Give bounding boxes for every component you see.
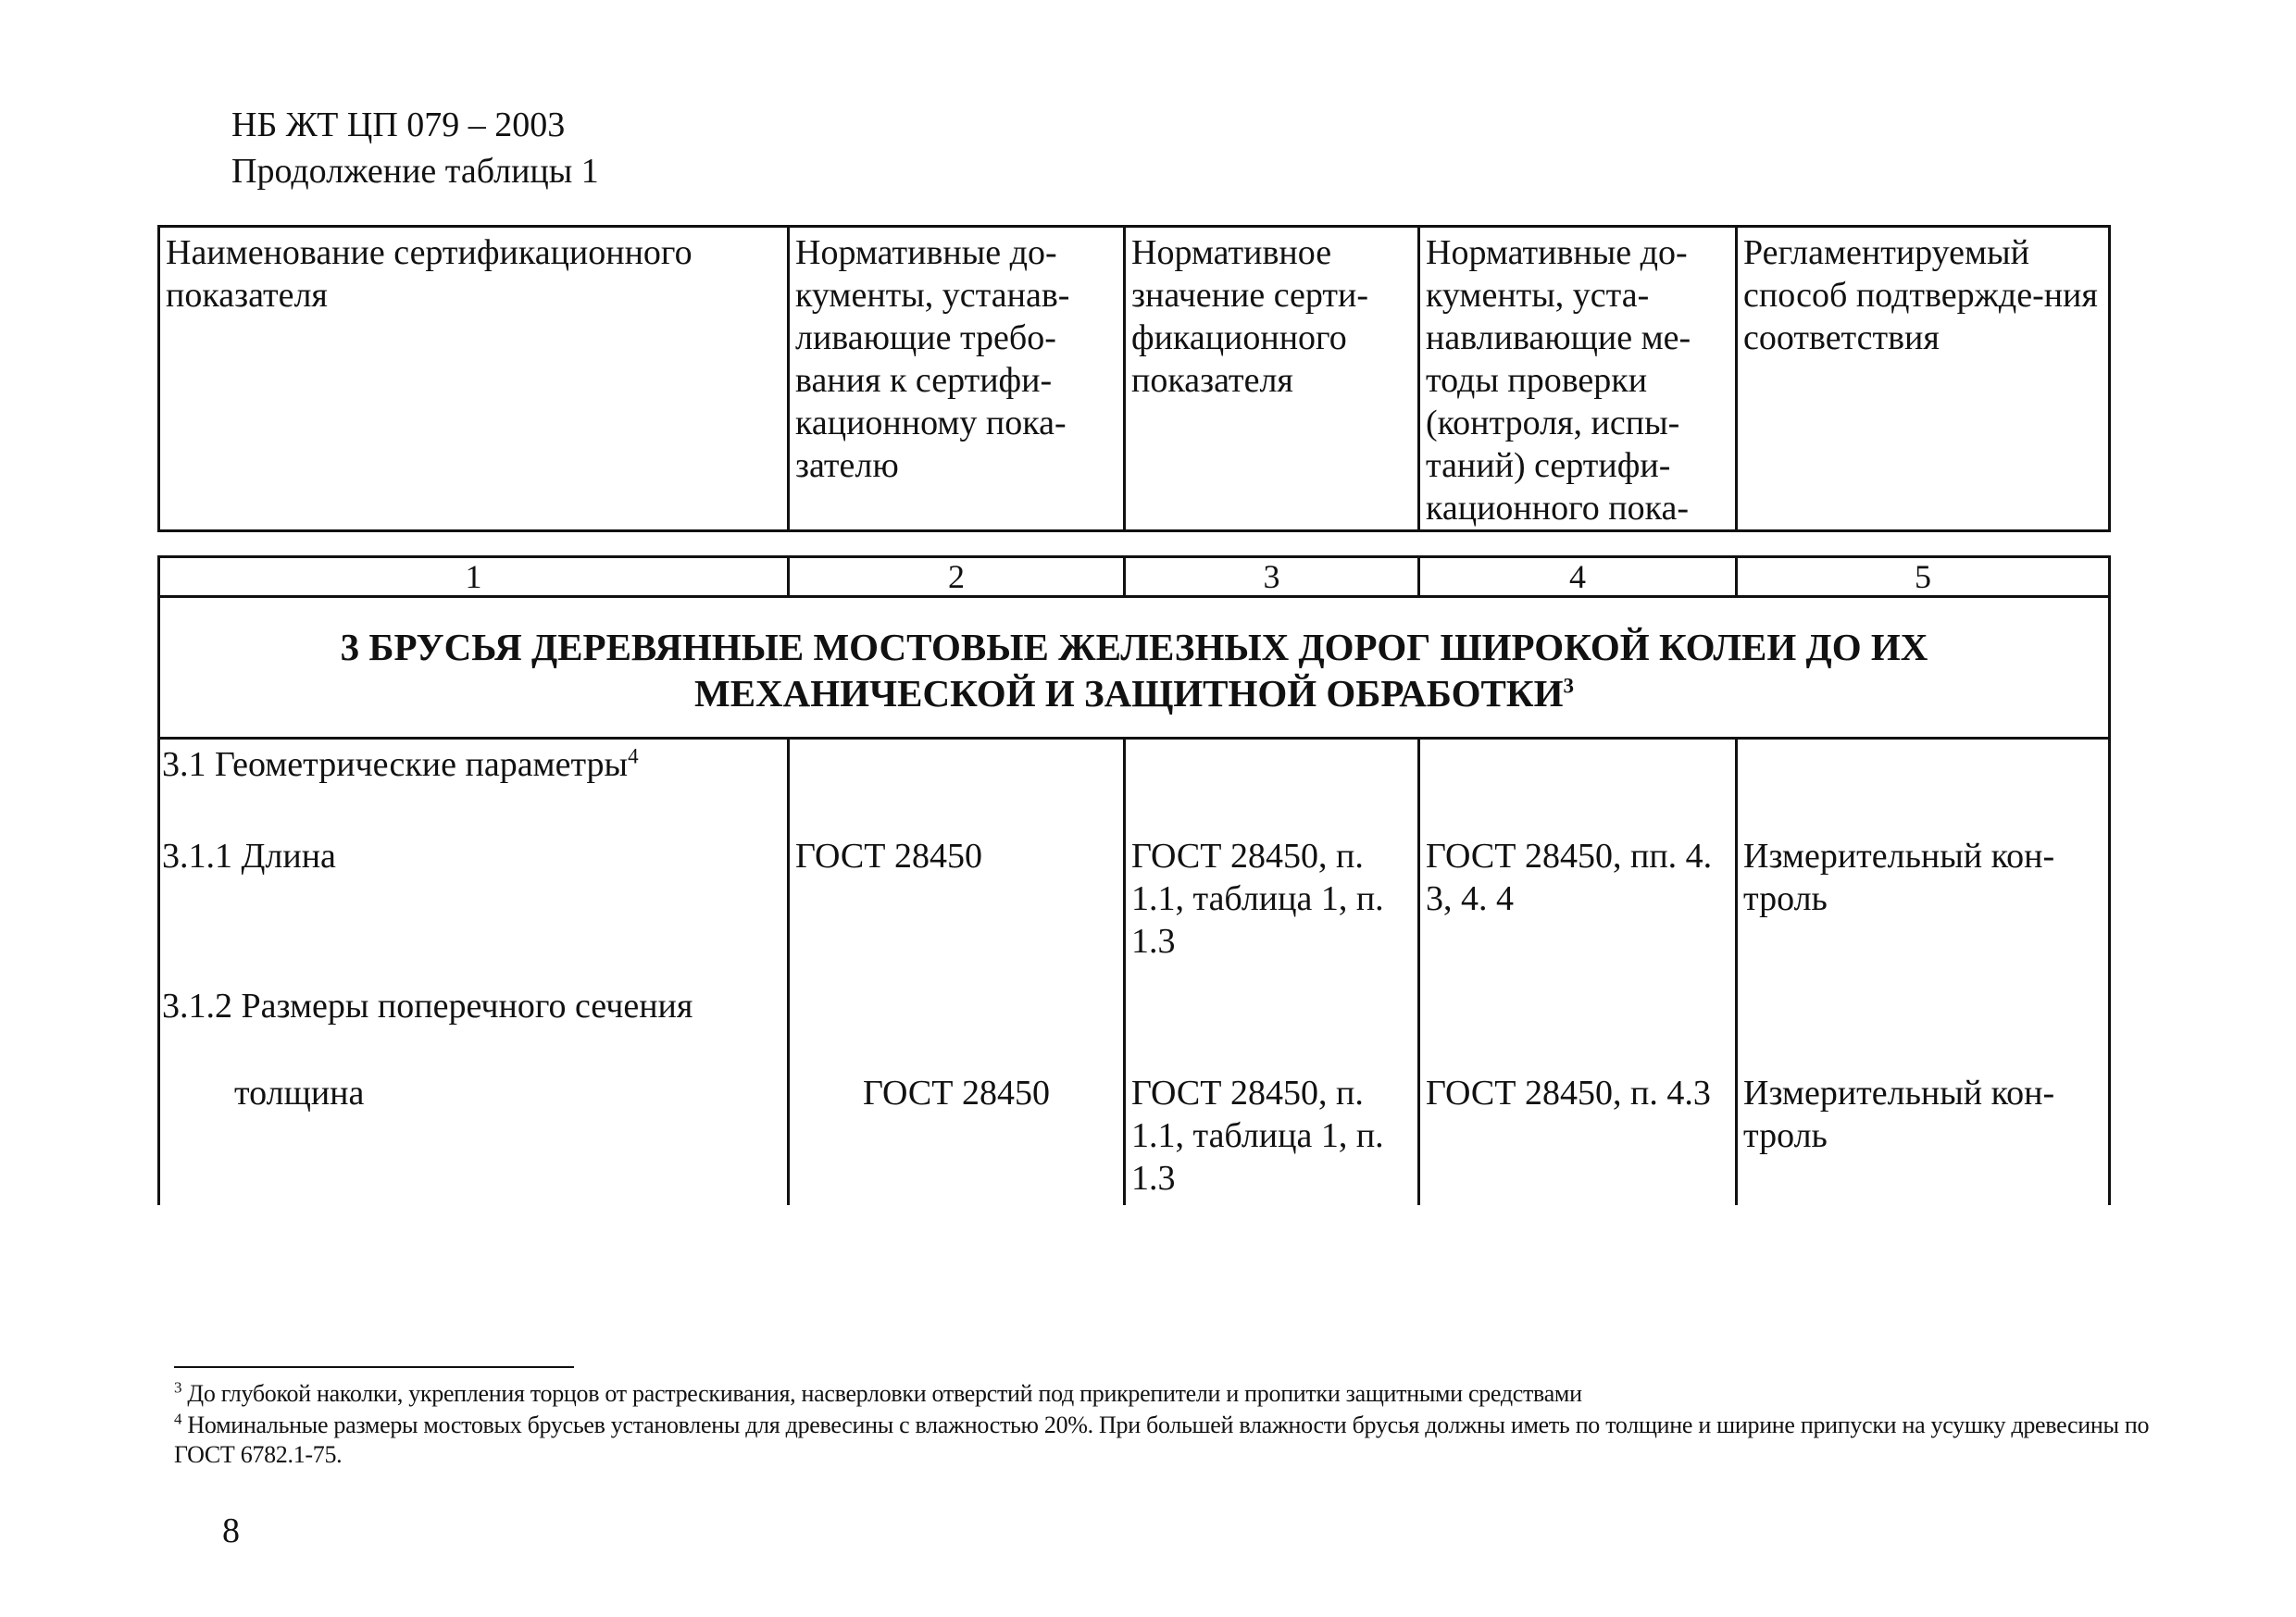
table-cell: 3.1.2 Размеры поперечного сечения (159, 981, 789, 1068)
column-header-1: Наименование сертификационного показателя (159, 227, 789, 531)
footnote (174, 1379, 2183, 1409)
table-row (159, 981, 2110, 1068)
footnote-separator (174, 1366, 574, 1368)
column-header-4: Нормативные до-кументы, уста-навливающие ме-тоды проверки (контроля, испы-таний) сертифи-кационного пока- (1419, 227, 1737, 531)
footnote-mark: 3 (1563, 674, 1574, 698)
footnote-text: Номинальные размеры мостовых брусьев установлены для древесины с влажностью 20%. При большей влажности брусья должны иметь по толщине и ширине припуски на усушку древесины по ГОСТ 6782.1-75. (174, 1412, 2150, 1468)
column-header-5: Регламентируемый способ подтвержде-ния соответствия (1737, 227, 2110, 531)
table-cell: 3.1.1 Длина (159, 831, 789, 981)
table-cell (789, 739, 1125, 831)
section-title: 3 БРУСЬЯ ДЕРЕВЯННЫЕ МОСТОВЫЕ ЖЕЛЕЗНЫХ ДОРОГ ШИРОКОЙ КОЛЕИ ДО ИХ МЕХАНИЧЕСКОЙ И ЗАЩИТНОЙ ОБРАБОТКИ (340, 626, 1928, 715)
table-cell (1419, 981, 1737, 1068)
table-row (159, 831, 2110, 981)
table-cell: ГОСТ 28450 (789, 831, 1125, 981)
table-cell: ГОСТ 28450, п. 1.1, таблица 1, п. 1.3 (1125, 1068, 1419, 1205)
column-number: 4 (1419, 557, 1737, 597)
column-number-row (159, 557, 2110, 597)
footnote-mark: 4 (174, 1410, 182, 1428)
column-header-2: Нормативные до-кументы, устанав-ливающие требо-вания к сертифи-кационному пока-зателю (789, 227, 1125, 531)
table-cell: Измерительный кон-троль (1737, 831, 2110, 981)
table-cell: ГОСТ 28450, пп. 4. 3, 4. 4 (1419, 831, 1737, 981)
table-cell (1737, 739, 2110, 831)
table-cell: ГОСТ 28450 (789, 1068, 1125, 1205)
column-number: 2 (789, 557, 1125, 597)
table-cell (789, 981, 1125, 1068)
table-row (159, 739, 2110, 831)
footnote-text: До глубокой наколки, укрепления торцов от растрескивания, насверловки отверстий под прикрепители и пропитки защитными средствами (187, 1380, 1582, 1407)
page-number: 8 (222, 1511, 240, 1550)
table-body (157, 555, 2111, 1205)
table-cell (1125, 981, 1419, 1068)
table-cell: ГОСТ 28450, п. 4.3 (1419, 1068, 1737, 1205)
section-title-cell (159, 597, 2110, 739)
section-row (159, 597, 2110, 739)
table-cell (1419, 739, 1737, 831)
row-label: 3.1 Геометрические параметры (162, 745, 629, 784)
column-number: 3 (1125, 557, 1419, 597)
table-cell: ГОСТ 28450, п. 1.1, таблица 1, п. 1.3 (1125, 831, 1419, 981)
table-continuation-label: Продолжение таблицы 1 (231, 152, 599, 191)
table-header (157, 225, 2111, 532)
footnote-mark: 4 (628, 744, 639, 768)
footnote (174, 1411, 2183, 1470)
document-code: НБ ЖТ ЦП 079 – 2003 (231, 106, 566, 144)
table-cell (1125, 739, 1419, 831)
table-cell (159, 739, 789, 831)
table-cell: толщина (159, 1068, 789, 1205)
table-row (159, 1068, 2110, 1205)
column-number: 1 (159, 557, 789, 597)
column-number: 5 (1737, 557, 2110, 597)
table-cell (1737, 981, 2110, 1068)
footnote-mark: 3 (174, 1378, 182, 1397)
table-cell: Измерительный кон-троль (1737, 1068, 2110, 1205)
column-header-3: Нормативное значение серти-фикационного показателя (1125, 227, 1419, 531)
